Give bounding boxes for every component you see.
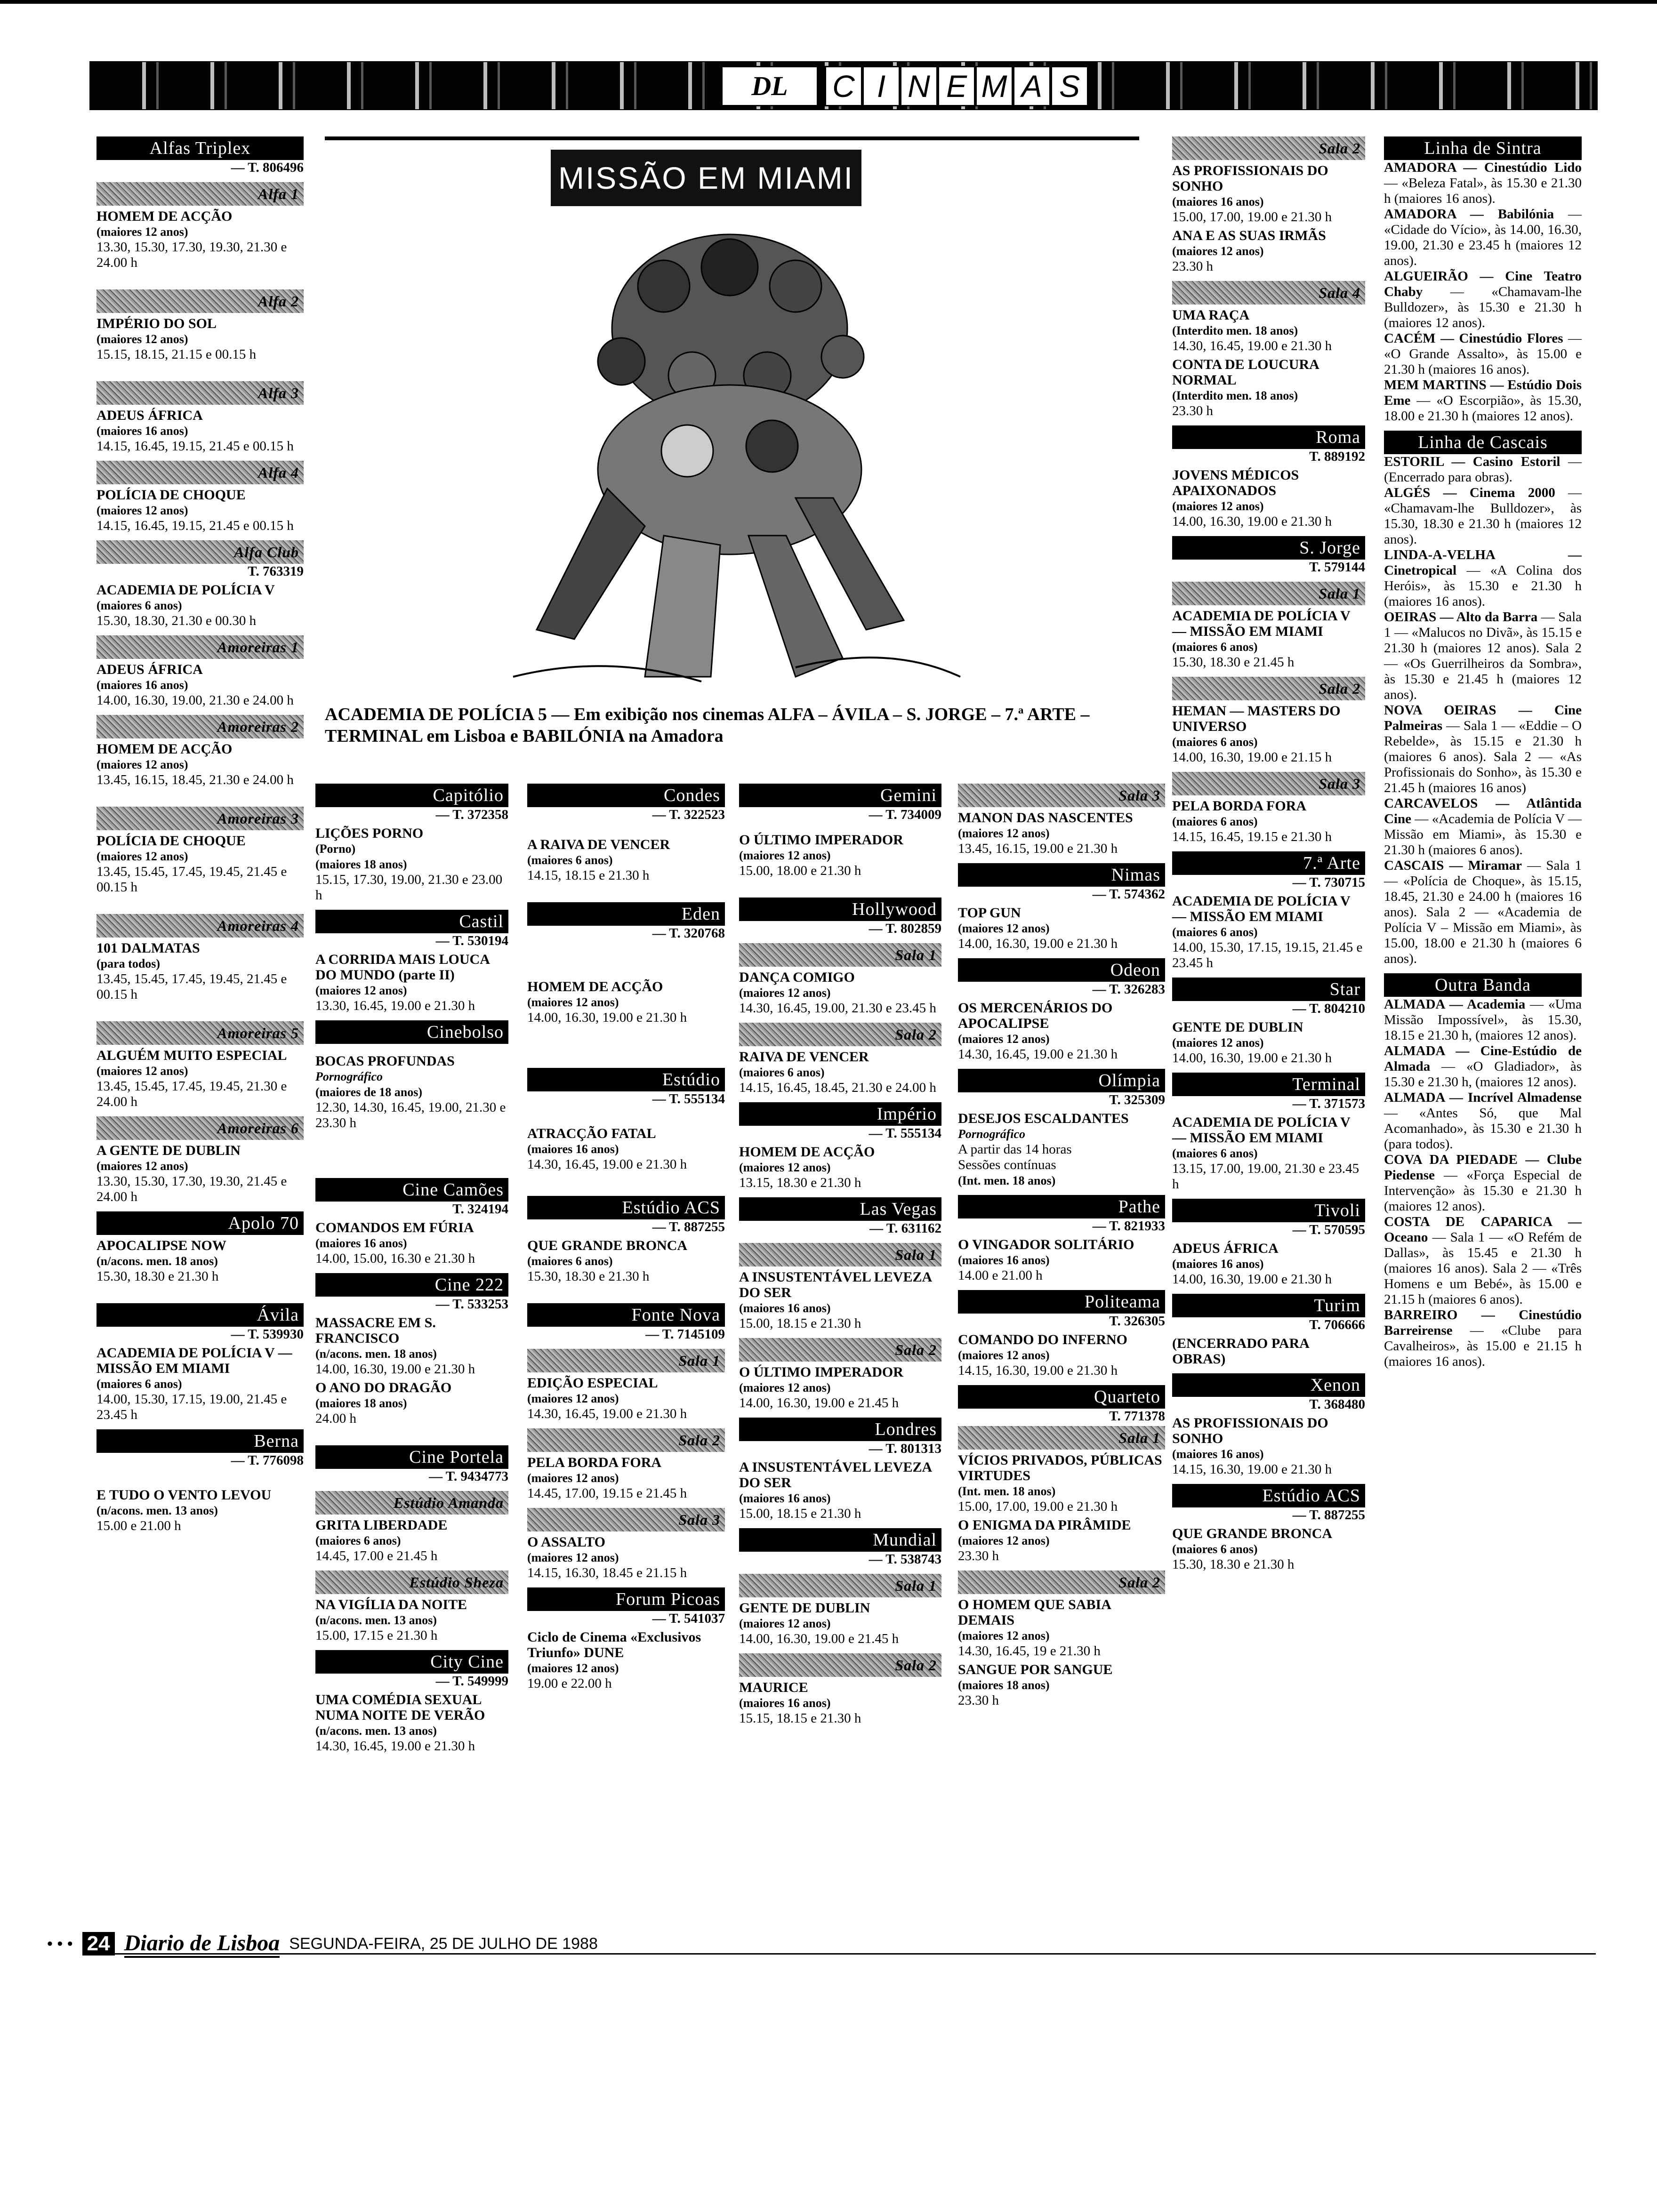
screen-header: Sala 4 (1172, 281, 1365, 305)
screen-header: Sala 1 (739, 1574, 941, 1597)
ellipsis-marker: • • • (47, 1934, 73, 1953)
region-entry: LINDA-A-VELHA — Cinetropical — «A Colina dos Heróis», às 15.30 e 21.30 h (maiores 16 anos). (1384, 547, 1582, 609)
cinema-header: S. Jorge (1172, 536, 1365, 560)
screen-header: Amoreiras 4 (97, 914, 304, 938)
listing-column-d: Sala 3 MANON DAS NASCENTES (maiores 12 anos) 13.45, 16.15, 19.00 e 21.30 h Nimas — T. 574362 TOP GUN (maiores 12 anos) 14.00, 16.30, 19.00 e 21.30 h Odeon — T. 326283 OS MERCENÁRIOS DO APOCALIPSE (maiores 12 anos) 14.30, 16.45, 19.00 e 21.30 h Olímpia T. 325309 DESEJOS ESCALDANTES Pornográfico A partir das 14 horas Sessões contínuas (Int. men. 18 anos) Pathe — T. 821933 O VINGADOR SOLITÁRIO (maiores 16 anos) 14.00 e 21.00 h Politeama T. 326305 COMANDO DO INFERNO (maiores 12 anos) 14.15, 16.30, 19.00 e 21.30 h Quarteto T. 771378 Sala 1 VÍCIOS PRIVADOS, PÚBLICAS VIRTUDES (Int. men. 18 anos) 15.00, 17.00, 19.00 e 21.30 h O ENIGMA DA PIRÂMIDE (maiores 12 anos) 23.30 h Sala 2 O HOMEM QUE SABIA DEMAIS (maiores 12 anos) 14.30, 16.45, 19 e 21.30 h SANGUE POR SANGUE (maiores 18 anos) 23.30 h (958, 784, 1165, 1708)
cinema-header: Cine 222 (315, 1273, 508, 1297)
region-header: Linha de Cascais (1384, 431, 1582, 454)
cinema-header: Estúdio ACS (527, 1196, 725, 1219)
issue-date: SEGUNDA-FEIRA, 25 DE JULHO DE 1988 (289, 1934, 598, 1953)
screen-header: Sala 2 (739, 1338, 941, 1362)
cinema-header: Xenon (1172, 1373, 1365, 1397)
cinema-header: Cine Camões (315, 1178, 508, 1202)
region-entry: ALMADA — Academia — «Uma Missão Impossível», às 15.30, 18.15 e 21.30 h, (maiores 12 anos). (1384, 997, 1582, 1043)
region-entry: CACÉM — Cinestúdio Flores — «O Grande Assalto», às 15.00 e 21.30 h (maiores 16 anos). (1384, 331, 1582, 377)
cinema-header: Hollywood (739, 898, 941, 921)
screen-header: Amoreiras 5 (97, 1021, 304, 1045)
cinema-header: Castil (315, 910, 508, 933)
cinema-header: Fonte Nova (527, 1303, 725, 1327)
cinema-header: Condes (527, 784, 725, 807)
cinema-header: Londres (739, 1418, 941, 1441)
screen-header: Sala 3 (958, 784, 1165, 807)
cinema-header: City Cine (315, 1650, 508, 1674)
top-rule (0, 0, 1657, 4)
screen-header: Sala 1 (958, 1426, 1165, 1450)
screen-header: Sala 1 (739, 1243, 941, 1266)
screen-header: Alfa 1 (97, 182, 304, 206)
cinema-header: Cine Portela (315, 1445, 508, 1469)
section-title: C I N E M A S (825, 66, 1088, 105)
listing-column-5 (1384, 136, 1582, 1370)
dl-logo: DL (721, 66, 818, 106)
cinema-header: Las Vegas (739, 1197, 941, 1221)
cinema-header: Turim (1172, 1294, 1365, 1317)
region-entry: CASCAIS — Miramar — Sala 1 — «Polícia de Choque», às 15.15, 18.45, 21.30 e 24.00 h (maiores 16 anos). Sala 2 — «Academia de Polícia V – Missão em Miami», às 15.00, 18.00 e 21.30 h (maiores 6 anos). (1384, 858, 1582, 966)
poster-title: MISSÃO EM MIAMI (551, 150, 861, 206)
region-header: Linha de Sintra (1384, 136, 1582, 160)
cinema-header: Berna (97, 1429, 304, 1453)
region-entry: ALGUEIRÃO — Cine Teatro Chaby — «Chamavam-lhe Bulldozer», às 15.30 e 21.30 h (maiores 12 anos). (1384, 269, 1582, 330)
cinema-header: Eden (527, 902, 725, 926)
screen-header: Alfa 2 (97, 289, 304, 313)
screen-header: Amoreiras 3 (97, 807, 304, 830)
cinema-header: Forum Picoas (527, 1587, 725, 1611)
screen-header: Amoreiras 1 (97, 635, 304, 659)
region-entry: ALMADA — Incrível Almadense — «Antes Só, que Mal Acomanhado», às 15.30 e 21.30 h (para todos). (1384, 1090, 1582, 1152)
page-footer (47, 1930, 598, 1958)
cinema-header: Estúdio (527, 1068, 725, 1091)
poster-caption: ACADEMIA DE POLÍCIA 5 — Em exibição nos cinemas ALFA – ÁVILA – S. JORGE – 7.ª ARTE – TERMINAL em Lisboa e BABILÓNIA na Amadora (325, 705, 1090, 746)
cinema-header: Capitólio (315, 784, 508, 807)
listing-column-a: Capitólio — T. 372358 LIÇÕES PORNO (Porno) (maiores 18 anos) 15.15, 17.30, 19.00, 21.30 e 23.00 h Castil — T. 530194 A CORRIDA MAIS LOUCA DO MUNDO (parte II) (maiores 12 anos) 13.30, 16.45, 19.00 e 21.30 h Cinebolso BOCAS PROFUNDAS Pornográfico (maiores de 18 anos) 12.30, 14.30, 16.45, 19.00, 21.30 e 23.30 h Cine Camões T. 324194 COMANDOS EM FÚRIA (maiores 16 anos) 14.00, 15.00, 16.30 e 21.30 h Cine 222 — T. 533253 MASSACRE EM S. FRANCISCO (n/acons. men. 18 anos) 14.00, 16.30, 19.00 e 21.30 h O ANO DO DRAGÃO (maiores 18 anos) 24.00 h Cine Portela — T. 9434773 Estúdio Amanda GRITA LIBERDADE (maiores 6 anos) 14.45, 17.00 e 21.45 h Estúdio Sheza NA VIGÍLIA DA NOITE (n/acons. men. 13 anos) 15.00, 17.15 e 21.30 h City Cine — T. 549999 UMA COMÉDIA SEXUAL NUMA NOITE DE VERÃO (n/acons. men. 13 anos) 14.30, 16.45, 19.00 e 21.30 h (315, 784, 508, 1754)
cinema-header: Tivoli (1172, 1199, 1365, 1222)
cinema-header: Império (739, 1102, 941, 1126)
screen-header: Estúdio Amanda (315, 1491, 508, 1515)
screen-header: Amoreiras 6 (97, 1116, 304, 1140)
region-entry: NOVA OEIRAS — Cine Palmeiras — Sala 1 — «Eddie – O Rebelde», às 15.15 e 21.30 h (maiores 6 anos). Sala 2 — «As Profissionais do Sonho», às 15.30 e 21.45 h (maiores 16 anos) (1384, 703, 1582, 795)
screen-header: Amoreiras 2 (97, 715, 304, 738)
region-entry: AMADORA — Babilónia — «Cidade do Vício», às 14.00, 16.30, 19.00, 21.30 e 23.45 h (maiores 12 anos). (1384, 207, 1582, 268)
movie-poster (325, 136, 1139, 705)
screen-header: Sala 1 (739, 943, 941, 967)
cinema-header: Olímpia (958, 1069, 1165, 1092)
region-entry: ALMADA — Cine-Estúdio de Almada — «O Gladiador», às 15.30 e 21.30 h, (maiores 12 anos). (1384, 1043, 1582, 1090)
listing-column-4: Sala 2 AS PROFISSIONAIS DO SONHO (maiores 16 anos) 15.00, 17.00, 19.00 e 21.30 h ANA E AS SUAS IRMÃS (maiores 12 anos) 23.30 h Sala 4 UMA RAÇA (Interdito men. 18 anos) 14.30, 16.45, 19.00 e 21.30 h CONTA DE LOUCURA NORMAL (Interdito men. 18 anos) 23.30 h Roma T. 889192 JOVENS MÉDICOS APAIXONADOS (maiores 12 anos) 14.00, 16.30, 19.00 e 21.30 h S. Jorge T. 579144 Sala 1 ACADEMIA DE POLÍCIA V — MISSÃO EM MIAMI (maiores 6 anos) 15.30, 18.30 e 21.45 h Sala 2 HEMAN — MASTERS DO UNIVERSO (maiores 6 anos) 14.00, 16.30, 19.00 e 21.15 h Sala 3 PELA BORDA FORA (maiores 6 anos) 14.15, 16.45, 19.15 e 21.30 h 7.ª Arte — T. 730715 ACADEMIA DE POLÍCIA V — MISSÃO EM MIAMI (maiores 6 anos) 14.00, 15.30, 17.15, 19.15, 21.45 e 23.45 h Star — T. 804210 GENTE DE DUBLIN (maiores 12 anos) 14.00, 16.30, 19.00 e 21.30 h Terminal — T. 371573 ACADEMIA DE POLÍCIA V — MISSÃO EM MIAMI (maiores 6 anos) 13.15, 17.00, 19.00, 21.30 e 23.45 h Tivoli — T. 570595 ADEUS ÁFRICA (maiores 16 anos) 14.00, 16.30, 19.00 e 21.30 h Turim T. 706666 (ENCERRADO PARA OBRAS) Xenon T. 368480 AS PROFISSIONAIS DO SONHO (maiores 16 anos) 14.15, 16.30, 19.00 e 21.30 h Estúdio ACS — T. 887255 QUE GRANDE BRONCA (maiores 6 anos) 15.30, 18.30 e 21.30 h (1172, 136, 1365, 1572)
cinema-header: Terminal (1172, 1073, 1365, 1096)
listing-column-b: Condes — T. 322523 A RAIVA DE VENCER (maiores 6 anos) 14.15, 18.15 e 21.30 h Eden — T. 320768 HOMEM DE ACÇÃO (maiores 12 anos) 14.00, 16.30, 19.00 e 21.30 h Estúdio — T. 555134 ATRACÇÃO FATAL (maiores 16 anos) 14.30, 16.45, 19.00 e 21.30 h Estúdio ACS — T. 887255 QUE GRANDE BRONCA (maiores 6 anos) 15.30, 18.30 e 21.30 h Fonte Nova — T. 7145109 Sala 1 EDIÇÃO ESPECIAL (maiores 12 anos) 14.30, 16.45, 19.00 e 21.30 h Sala 2 PELA BORDA FORA (maiores 12 anos) 14.45, 17.00, 19.15 e 21.45 h Sala 3 O ASSALTO (maiores 12 anos) 14.15, 16.30, 18.45 e 21.15 h Forum Picoas — T. 541037 Ciclo de Cinema «Exclusivos Triunfo» DUNE (maiores 12 anos) 19.00 e 22.00 h (527, 784, 725, 1691)
screen-header: Alfa 3 (97, 381, 304, 405)
poster-illustration (466, 206, 984, 700)
cinema-header: Politeama (958, 1290, 1165, 1314)
cinema-header: Odeon (958, 958, 1165, 982)
screen-header: Sala 2 (1172, 136, 1365, 160)
cinema-header: Star (1172, 978, 1365, 1001)
cinema-header: 7.ª Arte (1172, 851, 1365, 875)
masthead: Diario de Lisboa (124, 1930, 280, 1958)
screen-header: Sala 2 (739, 1653, 941, 1677)
screen-header: Estúdio Sheza (315, 1571, 508, 1594)
region-entry: COSTA DE CAPARICA — Oceano — Sala 1 — «O Refém de Dallas», às 15.45 e 21.30 h (maiores 16 anos). Sala 2 — «Três Homens e um Bebé», às 15.00 e 21.15 h (maiores 6 anos). (1384, 1214, 1582, 1307)
cinema-header: Roma (1172, 425, 1365, 449)
cinema-header: Estúdio ACS (1172, 1484, 1365, 1507)
screen-header: Alfa 4 (97, 461, 304, 484)
region-entry: OEIRAS — Alto da Barra — Sala 1 — «Malucos no Divã», às 15.15 e 21.30 h (maiores 12 anos). Sala 2 — «Os Guerrilheiros da Sombra», às 15.30 e 21.45 h (maiores 12 anos). (1384, 609, 1582, 702)
region-entry: ALGÉS — Cinema 2000 — «Chamavam-lhe Bulldozer», às 15.30, 18.30 e 21.30 h (maiores 12 anos). (1384, 485, 1582, 547)
screen-header: Sala 2 (958, 1571, 1165, 1594)
region-entry: BARREIRO — Cinestúdio Barreirense — «Clube para Cavalheiros», às 15.00 e 21.15 h (maiores 16 anos). (1384, 1307, 1582, 1369)
region-entry: COVA DA PIEDADE — Clube Piedense — «Força Especial de Intervenção» às 15.30 e 21.30 h (maiores 12 anos). (1384, 1152, 1582, 1214)
region-entry: ESTORIL — Casino Estoril — (Encerrado para obras). (1384, 454, 1582, 485)
listing-column-1: Alfas Triplex — T. 806496 Alfa 1 HOMEM DE ACÇÃO (maiores 12 anos) 13.30, 15.30, 17.30, 19.30, 21.30 e 24.00 h Alfa 2 IMPÉRIO DO SOL (maiores 12 anos) 15.15, 18.15, 21.15 e 00.15 h Alfa 3 ADEUS ÁFRICA (maiores 16 anos) 14.15, 16.45, 19.15, 21.45 e 00.15 h Alfa 4 POLÍCIA DE CHOQUE (maiores 12 anos) 14.15, 16.45, 19.15, 21.45 e 00.15 h Alfa Club T. 763319 ACADEMIA DE POLÍCIA V (maiores 6 anos) 15.30, 18.30, 21.30 e 00.30 h Amoreiras 1 ADEUS ÁFRICA (maiores 16 anos) 14.00, 16.30, 19.00, 21.30 e 24.00 h Amoreiras 2 HOMEM DE ACÇÃO (maiores 12 anos) 13.45, 16.15, 18.45, 21.30 e 24.00 h Amoreiras 3 POLÍCIA DE CHOQUE (maiores 12 anos) 13.45, 15.45, 17.45, 19.45, 21.45 e 00.15 h Amoreiras 4 101 DALMATAS (para todos) 13.45, 15.45, 17.45, 19.45, 21.45 e 00.15 h Amoreiras 5 ALGUÉM MUITO ESPECIAL (maiores 12 anos) 13.45, 15.45, 17.45, 19.45, 21.30 e 24.00 h Amoreiras 6 A GENTE DE DUBLIN (maiores 12 anos) 13.30, 15.30, 17.30, 19.30, 21.45 e 24.00 h Apolo 70 APOCALIPSE NOW (n/acons. men. 18 anos) 15.30, 18.30 e 21.30 h Ávila — T. 539930 ACADEMIA DE POLÍCIA V — MISSÃO EM MIAMI (maiores 6 anos) 14.00, 15.30, 17.15, 19.00, 21.45 e 23.45 h Berna — T. 776098 E TUDO O VENTO LEVOU (n/acons. men. 13 anos) 15.00 e 21.00 h (97, 136, 304, 1534)
cinema-header: Apolo 70 (97, 1211, 304, 1235)
page-number: 24 (82, 1932, 115, 1956)
listing-column-c: Gemini — T. 734009 O ÚLTIMO IMPERADOR (maiores 12 anos) 15.00, 18.00 e 21.30 h Hollywood — T. 802859 Sala 1 DANÇA COMIGO (maiores 12 anos) 14.30, 16.45, 19.00, 21.30 e 23.45 h Sala 2 RAIVA DE VENCER (maiores 6 anos) 14.15, 16.45, 18.45, 21.30 e 24.00 h Império — T. 555134 HOMEM DE ACÇÃO (maiores 12 anos) 13.15, 18.30 e 21.30 h Las Vegas — T. 631162 Sala 1 A INSUSTENTÁVEL LEVEZA DO SER (maiores 16 anos) 15.00, 18.15 e 21.30 h Sala 2 O ÚLTIMO IMPERADOR (maiores 12 anos) 14.00, 16.30, 19.00 e 21.45 h Londres — T. 801313 A INSUSTENTÁVEL LEVEZA DO SER (maiores 16 anos) 15.00, 18.15 e 21.30 h Mundial — T. 538743 Sala 1 GENTE DE DUBLIN (maiores 12 anos) 14.00, 16.30, 19.00 e 21.45 h Sala 2 MAURICE (maiores 16 anos) 15.15, 18.15 e 21.30 h (739, 784, 941, 1726)
region-entry: AMADORA — Cinestúdio Lido — «Beleza Fatal», às 15.30 e 21.30 h (maiores 16 anos). (1384, 160, 1582, 206)
cinema-header: Ávila (97, 1303, 304, 1327)
cinema-header: Alfas Triplex (97, 136, 304, 160)
cinema-header: Gemini (739, 784, 941, 807)
screen-header: Sala 2 (739, 1023, 941, 1046)
cinema-header: Cinebolso (315, 1020, 508, 1044)
screen-header: Sala 1 (1172, 582, 1365, 605)
cinema-header: Nimas (958, 863, 1165, 887)
screen-header: Sala 1 (527, 1349, 725, 1372)
cinema-header: Mundial (739, 1528, 941, 1552)
region-header: Outra Banda (1384, 973, 1582, 997)
region-entry: CARCAVELOS — Atlântida Cine — «Academia de Polícia V — Missão em Miami», às 15.30 e 21.30 h (maiores 6 anos). (1384, 796, 1582, 858)
section-banner (89, 61, 1598, 110)
screen-header: Sala 3 (1172, 772, 1365, 795)
region-entry: MEM MARTINS — Estúdio Dois Eme — «O Escorpião», às 15.30, 18.00 e 21.30 h (maiores 12 anos). (1384, 377, 1582, 424)
screen-header: Alfa Club (97, 540, 304, 564)
screen-header: Sala 3 (527, 1508, 725, 1531)
screen-header: Sala 2 (1172, 677, 1365, 700)
cinema-header: Pathe (958, 1195, 1165, 1218)
cinema-header: Quarteto (958, 1385, 1165, 1409)
screen-header: Sala 2 (527, 1428, 725, 1452)
